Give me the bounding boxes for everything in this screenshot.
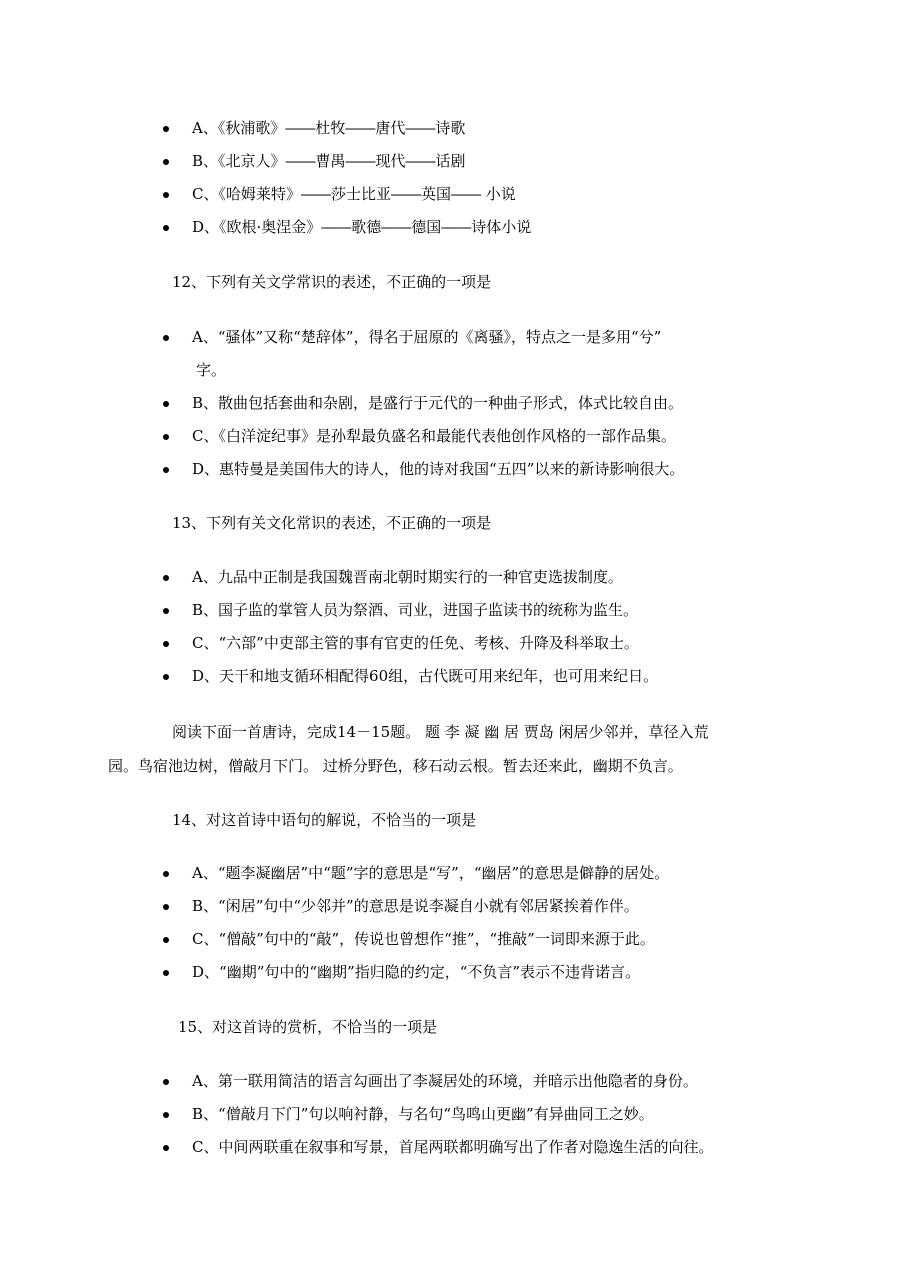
list-item [0, 113, 905, 146]
list-item [0, 562, 905, 595]
option-text: C、《白洋淀纪事》是孙犁最负盛名和最能代表他创作风格的一部作品集。 [192, 427, 676, 445]
q11-option-list [0, 113, 905, 245]
option-text: A、九品中正制是我国魏晋南北朝时期实行的一种官吏选拔制度。 [192, 568, 623, 586]
bullet-icon [163, 401, 169, 407]
q12-stem: 12、下列有关文学常识的表述，不正确的一项是 [172, 273, 492, 291]
option-text: B、国子监的掌管人员为祭酒、司业，进国子监读书的统称为监生。 [192, 601, 639, 619]
q13-stem: 13、下列有关文化常识的表述，不正确的一项是 [172, 514, 492, 532]
option-text: B、“僧敲月下门”句以响衬静，与名句“鸟鸣山更幽”有异曲同工之妙。 [192, 1105, 654, 1123]
list-item [0, 891, 905, 924]
bullet-icon [163, 1079, 169, 1085]
bullet-icon [163, 335, 169, 341]
list-item [0, 957, 905, 990]
bullet-icon [163, 1112, 169, 1118]
bullet-icon [163, 970, 169, 976]
option-text: C、中间两联重在叙事和写景，首尾两联都明确写出了作者对隐逸生活的向往。 [192, 1138, 714, 1156]
option-text: D、天干和地支循环相配得60组，古代既可用来纪年，也可用来纪日。 [192, 667, 659, 685]
list-item [0, 1066, 905, 1099]
list-item [0, 595, 905, 628]
list-item-continuation [0, 355, 905, 388]
bullet-icon [163, 904, 169, 910]
list-item [0, 322, 905, 355]
list-item [0, 661, 905, 694]
list-item [0, 421, 905, 454]
option-text: C、“僧敲”句中的“敲”，传说也曾想作“推”，“推敲”一词即来源于此。 [192, 930, 655, 948]
bullet-icon [163, 225, 169, 231]
list-item [0, 924, 905, 957]
option-text: B、《北京人》――曹禺――现代――话剧 [192, 152, 466, 170]
option-text: A、“题李凝幽居”中“题”字的意思是“写”，“幽居”的意思是僻静的居处。 [192, 864, 670, 882]
bullet-icon [163, 641, 169, 647]
option-text: D、惠特曼是美国伟大的诗人，他的诗对我国“五四”以来的新诗影响很大。 [192, 460, 685, 478]
option-text: B、散曲包括套曲和杂剧，是盛行于元代的一种曲子形式，体式比较自由。 [192, 394, 684, 412]
passage-line: 阅读下面一首唐诗，完成14－15题。 题 李 凝 幽 居 贾岛 闲居少邻并，草径入荒 [172, 723, 709, 741]
bullet-icon [163, 608, 169, 614]
bullet-icon [163, 467, 169, 473]
list-item [0, 858, 905, 891]
bullet-icon [163, 871, 169, 877]
list-item [0, 388, 905, 421]
passage-line: 园。鸟宿池边树，僧敲月下门。 过桥分野色，移石动云根。暂去还来此，幽期不负言。 [108, 757, 683, 775]
list-item [0, 212, 905, 245]
option-text: D、“幽期”句中的“幽期”指归隐的约定，“不负言”表示不违背诺言。 [192, 963, 641, 981]
bullet-icon [163, 434, 169, 440]
bullet-icon [163, 937, 169, 943]
list-item [0, 628, 905, 661]
q14-stem: 14、对这首诗中语句的解说，不恰当的一项是 [172, 811, 477, 829]
reading-passage [108, 715, 765, 783]
option-text: A、第一联用简洁的语言勾画出了李凝居处的环境，并暗示出他隐者的身份。 [192, 1072, 698, 1090]
option-text: B、“闲居”句中“少邻并”的意思是说李凝自小就有邻居紧挨着作伴。 [192, 897, 639, 915]
option-text: C、“六部”中吏部主管的事有官吏的任免、考核、升降及科举取士。 [192, 634, 639, 652]
q15-stem: 15、对这首诗的赏析，不恰当的一项是 [178, 1018, 438, 1036]
option-text-continuation: 字。 [196, 361, 227, 379]
bullet-icon [163, 159, 169, 165]
q14-option-list [0, 858, 905, 990]
option-text: D、《欧根·奥涅金》――歌德――德国――诗体小说 [192, 218, 532, 236]
q15-option-list [0, 1066, 905, 1165]
list-item [0, 454, 905, 487]
option-text: A、“骚体”又称“楚辞体”，得名于屈原的《离骚》，特点之一是多用“兮” [192, 328, 662, 346]
bullet-icon [163, 575, 169, 581]
bullet-icon [163, 192, 169, 198]
list-item [0, 146, 905, 179]
option-text: A、《秋浦歌》――杜牧――唐代――诗歌 [192, 119, 466, 137]
list-item [0, 179, 905, 212]
bullet-icon [163, 1145, 169, 1151]
bullet-icon [163, 126, 169, 132]
option-text: C、《哈姆莱特》――莎士比亚――英国―― 小说 [192, 185, 516, 203]
list-item [0, 1099, 905, 1132]
list-item [0, 1132, 905, 1165]
q13-option-list [0, 562, 905, 694]
q12-option-list [0, 322, 905, 487]
bullet-icon [163, 674, 169, 680]
